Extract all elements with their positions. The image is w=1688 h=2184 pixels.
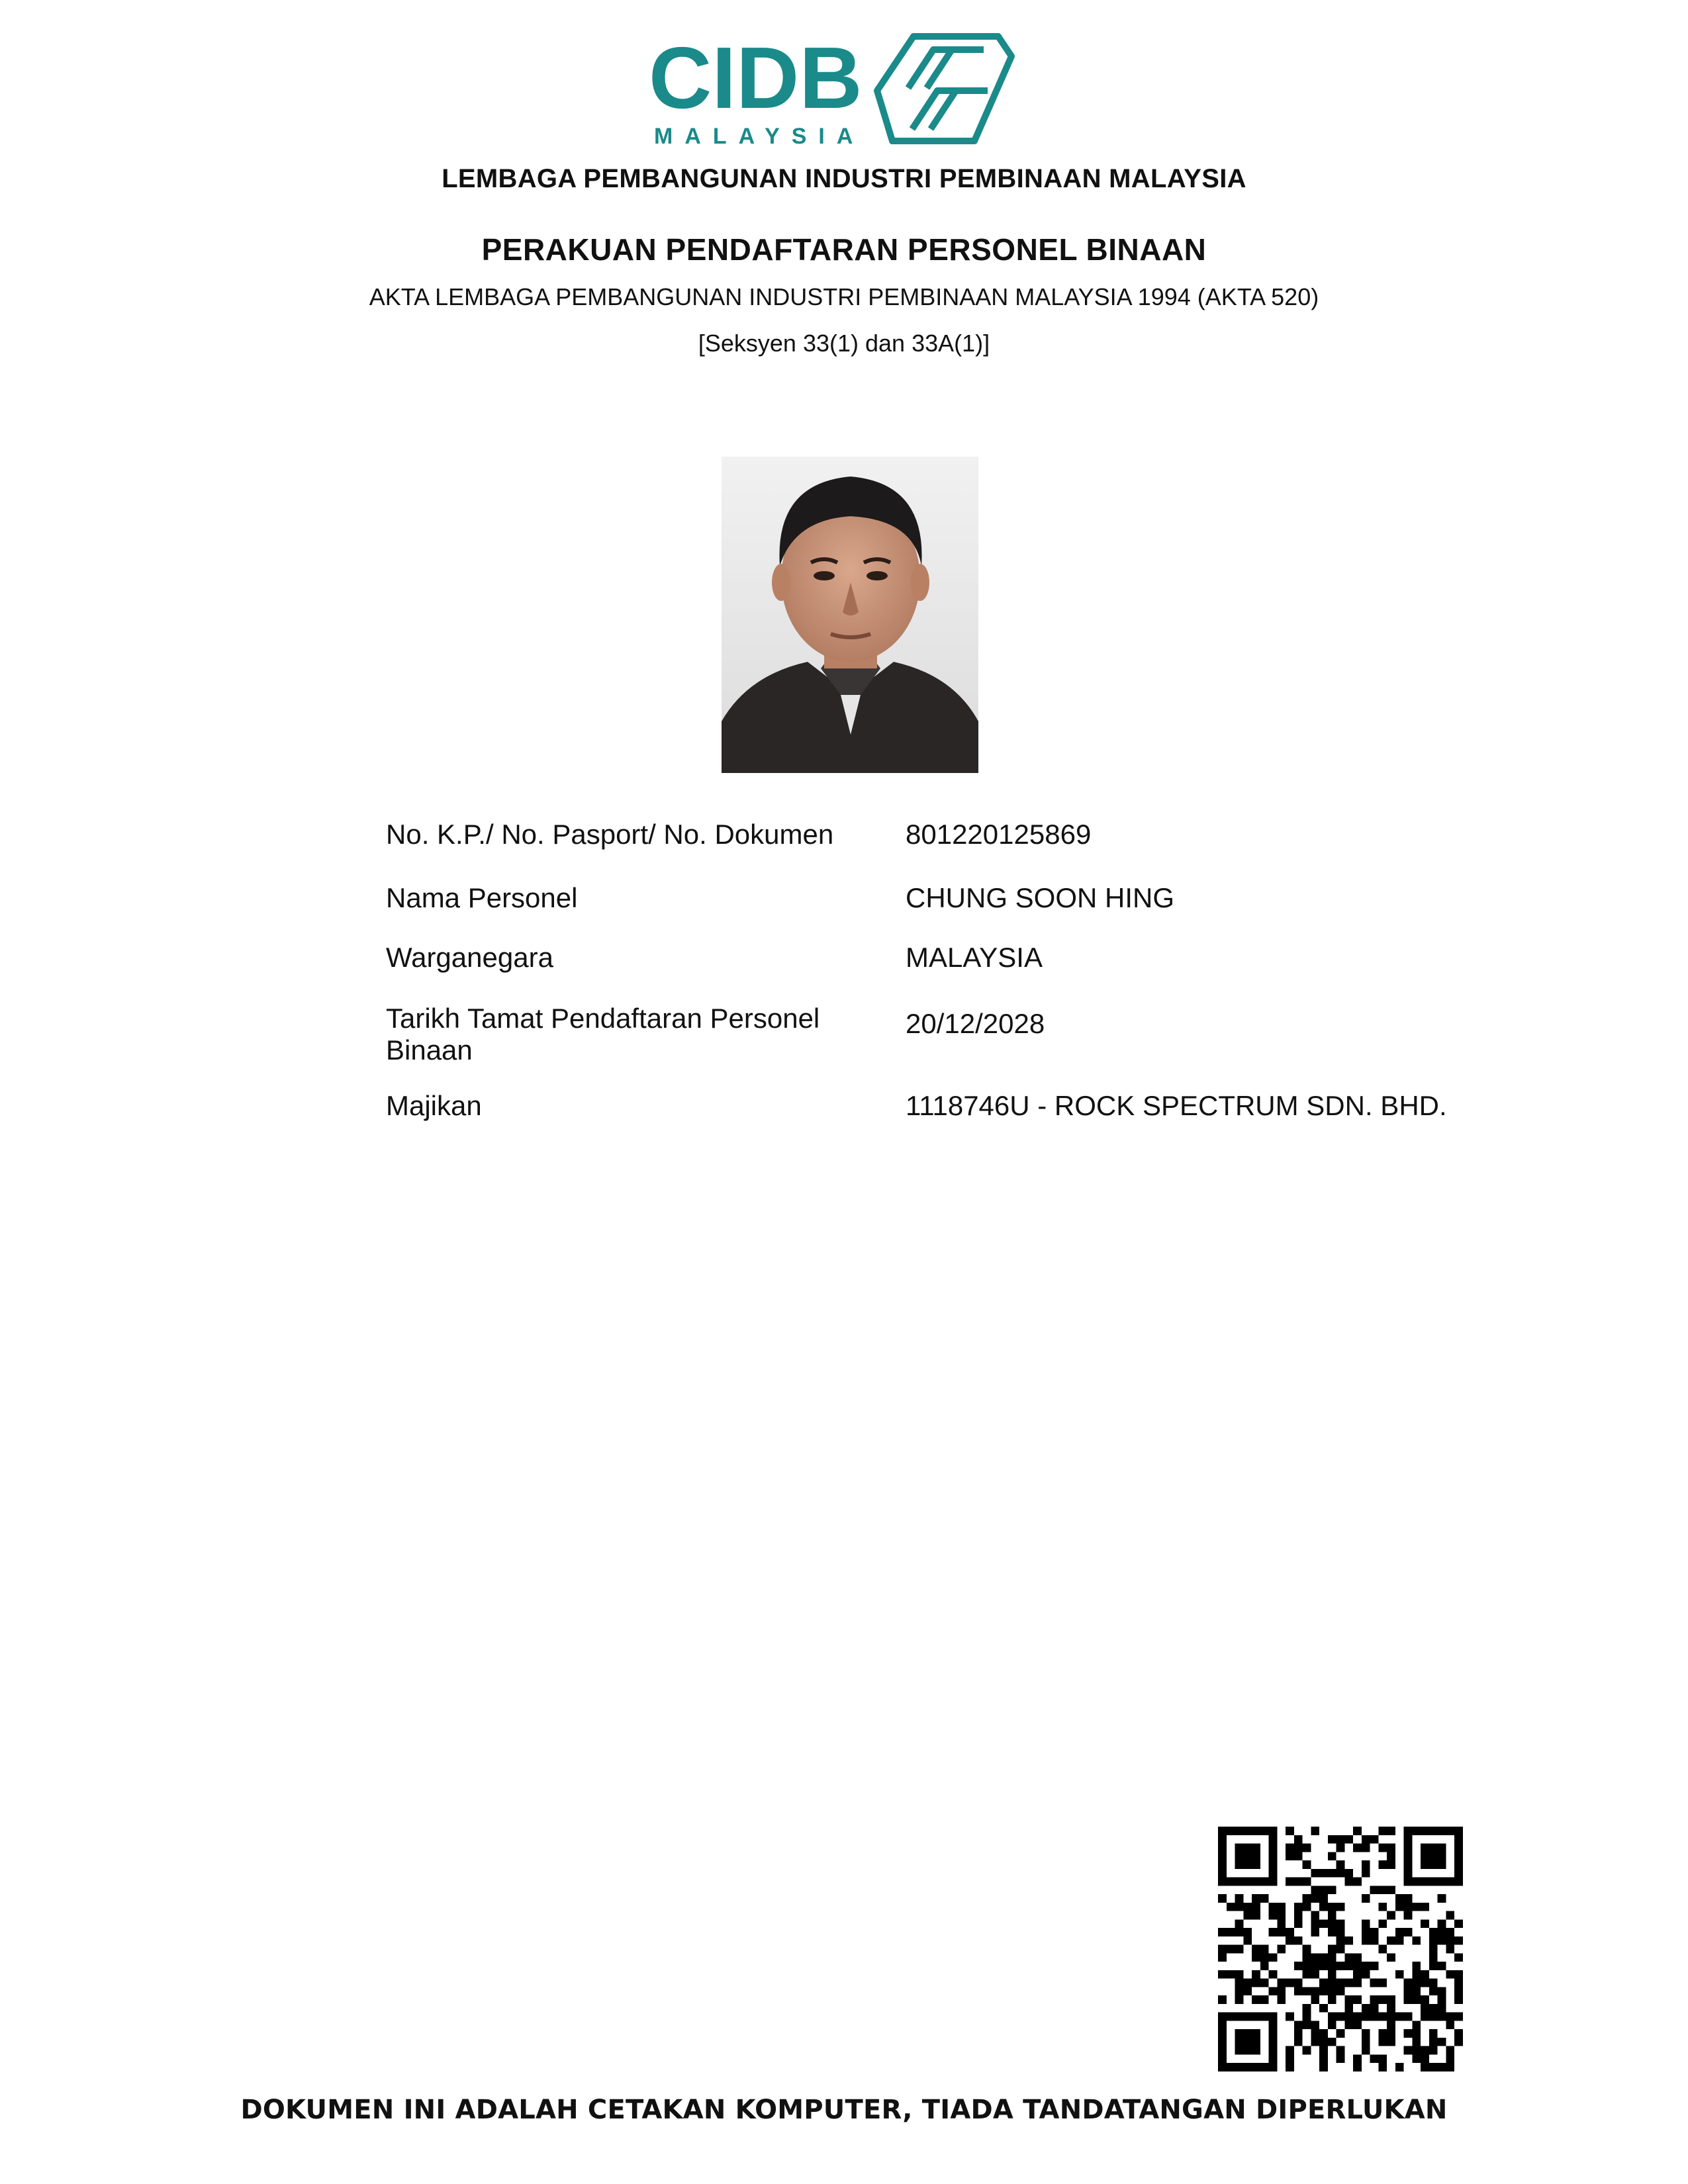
- detail-label: Nama Personel: [386, 882, 578, 913]
- computer-generated-notice: DOKUMEN INI ADALAH CETAKAN KOMPUTER, TIADA TANDATANGAN DIPERLUKAN: [240, 2095, 1448, 2125]
- detail-label: No. K.P./ No. Pasport/ No. Dokumen: [386, 819, 834, 850]
- logo-emblem-icon: [877, 36, 1011, 141]
- logo-country: MALAYSIA: [654, 124, 865, 149]
- logo-wordmark: CIDB: [649, 30, 863, 126]
- detail-value: 801220125869: [906, 819, 1092, 850]
- act-reference: AKTA LEMBAGA PEMBANGUNAN INDUSTRI PEMBINAAN MALAYSIA 1994 (AKTA 520): [369, 283, 1319, 310]
- detail-label: Warganegara: [386, 942, 553, 973]
- section-reference: [Seksyen 33(1) dan 33A(1)]: [698, 330, 990, 357]
- personnel-photo-icon: [722, 457, 978, 773]
- organization-name: LEMBAGA PEMBANGUNAN INDUSTRI PEMBINAAN MALAYSIA: [442, 164, 1246, 193]
- detail-value: MALAYSIA: [906, 942, 1043, 973]
- cidb-logo: [649, 30, 1019, 149]
- detail-label: Tarikh Tamat Pendaftaran Personel Binaan: [386, 1003, 820, 1066]
- detail-value: 1118746U - ROCK SPECTRUM SDN. BHD.: [906, 1090, 1447, 1121]
- qr-code-icon: [1218, 1827, 1463, 2071]
- detail-value: 20/12/2028: [906, 1008, 1045, 1039]
- detail-label: Majikan: [386, 1090, 482, 1121]
- detail-value: CHUNG SOON HING: [906, 882, 1175, 913]
- certificate-title: PERAKUAN PENDAFTARAN PERSONEL BINAAN: [481, 232, 1207, 267]
